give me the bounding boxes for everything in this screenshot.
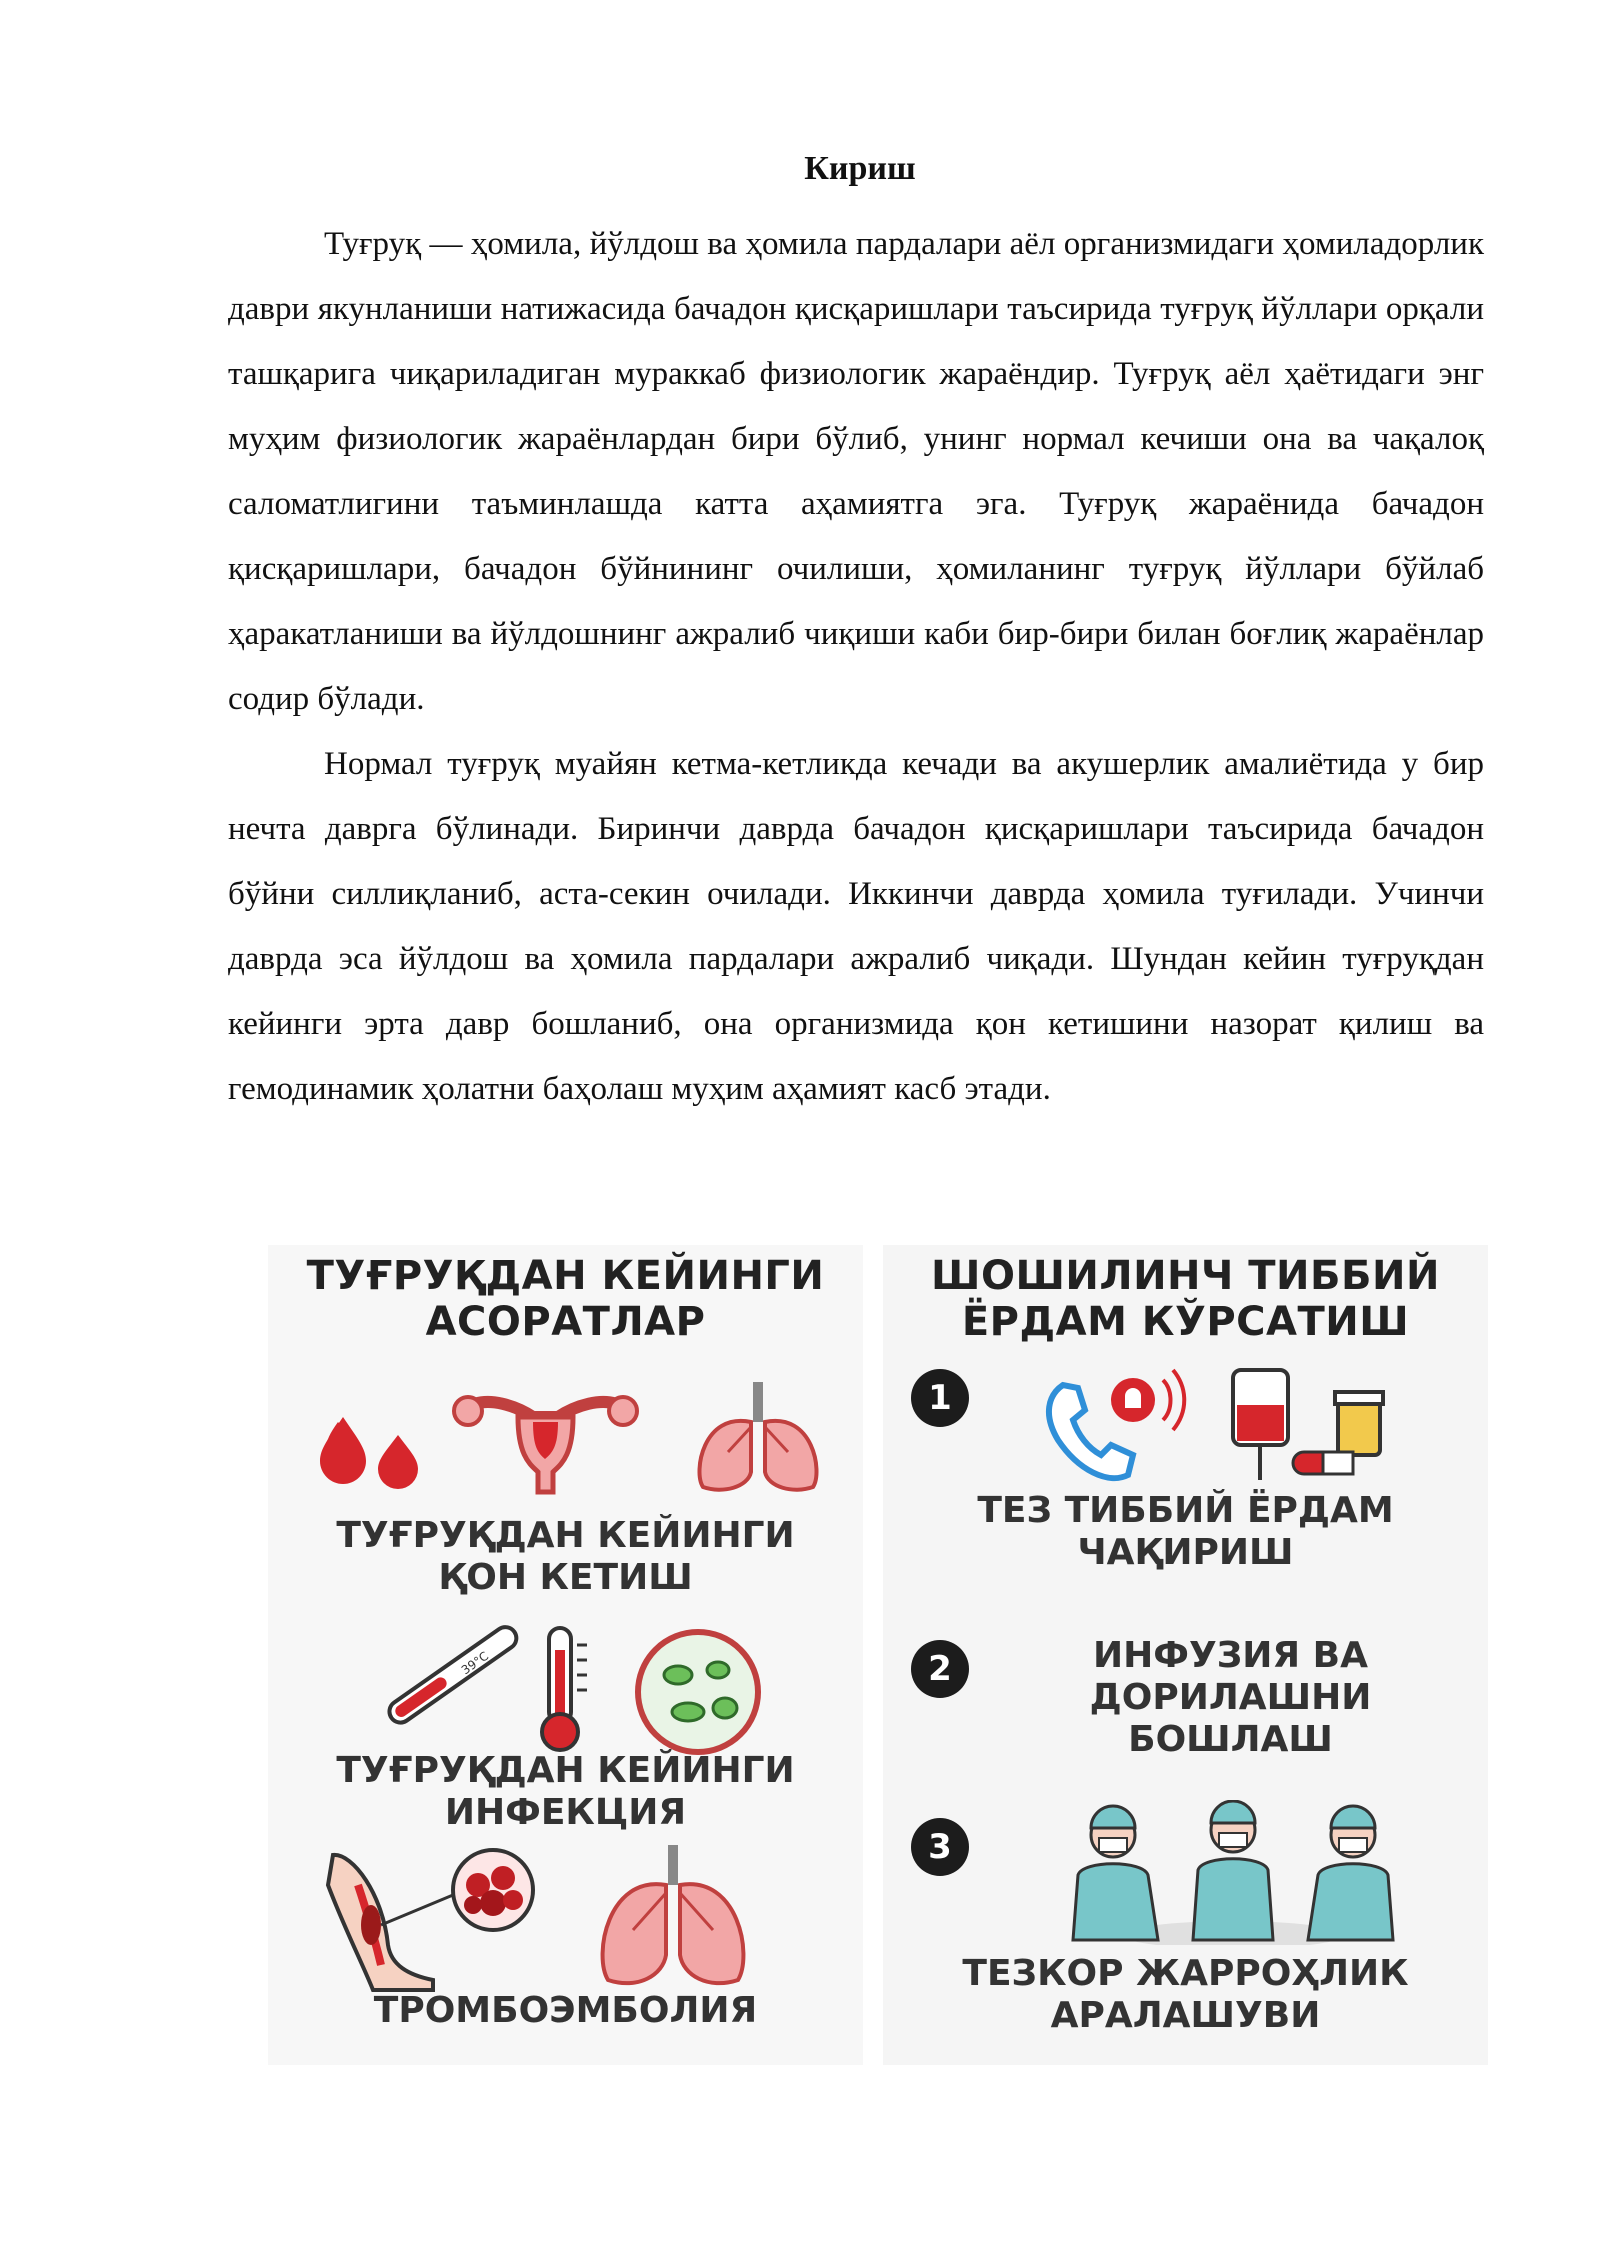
blood-drops-uterus-lungs-icon [308, 1377, 828, 1497]
step-3-number: 3 [911, 1818, 969, 1876]
paragraph-2: Нормал туғруқ муайян кетма-кетликда кечади ва акушерлик амалиётида у бир нечта даврга бўлинади. Биринчи даврда бачадон қисқаришлари таъсирида бачадон бўйни силлиқланиб, аста-секин очилади. Иккинчи даврда ҳомила туғилади. Учинчи даврда эса йўлдош ва ҳомила пардалари ажралиб чиқади. Шундан кейин туғруқдан кейинги эрта давр бошланиб, она организмида қон кетишини назорат қилиш ва гемодинамик ҳолатни баҳолаш муҳим аҳамият касб этади. [228, 746, 1484, 1107]
step-3-line1: ТЕЗКОР ЖАРРОҲЛИК [962, 1953, 1409, 1994]
complication-1-line2: ҚОН КЕТИШ [438, 1557, 693, 1598]
phone-iv-medicine-icon [1033, 1360, 1433, 1490]
emergency-care-title-line1: ШОШИЛИНЧ ТИББИЙ [931, 1253, 1440, 1299]
complication-1-label [268, 1515, 863, 1599]
complication-2-label [268, 1750, 863, 1834]
complications-title-line2: АСОРАТЛАР [425, 1299, 706, 1345]
paragraph-1: Туғруқ — ҳомила, йўлдош ва ҳомила пардалари аёл организмидаги ҳомиладорлик даври якунланиши натижасида бачадон қисқаришлари таъсирида туғруқ йўллари орқали ташқарига чиқариладиган мураккаб физиологик жараёндир. Туғруқ аёл ҳаётидаги энг муҳим физиологик жараёнлардан бири бўлиб, унинг нормал кечиши она ва чақалоқ саломатлигини таъминлашда катта аҳамиятга эга. Туғруқ жараёнида бачадон қисқаришлари, бачадон бўйнининг очилиши, ҳомиланинг туғруқ йўллари бўйлаб ҳаракатланиши ва йўлдошнинг ажралиб чиқиши каби бир-бири билан боғлиқ жараёнлар содир бўлади. [228, 226, 1484, 717]
complication-3-label [268, 1990, 863, 2032]
complication-2-line1: ТУҒРУҚДАН КЕЙИНГИ [336, 1750, 795, 1791]
step-1-line1: ТЕЗ ТИББИЙ ЁРДАМ [977, 1490, 1394, 1531]
step-2-line3: БОШЛАШ [1128, 1719, 1333, 1760]
leg-clot-lungs-icon [313, 1845, 823, 1995]
page-title: Кириш [804, 150, 916, 187]
emergency-care-column [883, 1245, 1488, 2065]
step-3-line2: АРАЛАШУВИ [1050, 1995, 1321, 2036]
complications-title [268, 1253, 863, 1345]
complication-1-line1: ТУҒРУҚДАН КЕЙИНГИ [336, 1515, 795, 1556]
body-text [228, 212, 1484, 1122]
step-1-line2: ЧАҚИРИШ [1077, 1532, 1294, 1573]
step-1-label [883, 1490, 1488, 1574]
surgeons-icon [1033, 1800, 1433, 1945]
emergency-care-title-line2: ЁРДАМ КЎРСАТИШ [961, 1299, 1410, 1345]
complications-column [268, 1245, 863, 2065]
complication-3-line1: ТРОМБОЭМБОЛИЯ [373, 1990, 758, 2031]
thermometer-bacteria-icon [363, 1620, 793, 1760]
step-1-number: 1 [911, 1369, 969, 1427]
complication-2-line2: ИНФЕКЦИЯ [444, 1792, 687, 1833]
step-2-line2: ДОРИЛАШНИ [1089, 1677, 1372, 1718]
emergency-care-title [883, 1253, 1488, 1345]
step-2-line1: ИНФУЗИЯ ВА [1093, 1635, 1368, 1676]
step-3-label [883, 1953, 1488, 2037]
thermometer-reading: 39°C [458, 1648, 492, 1678]
step-2-number: 2 [911, 1640, 969, 1698]
infographic [268, 1245, 1488, 2065]
complications-title-line1: ТУҒРУҚДАН КЕЙИНГИ [306, 1253, 825, 1299]
step-2-label [928, 1635, 1533, 1761]
